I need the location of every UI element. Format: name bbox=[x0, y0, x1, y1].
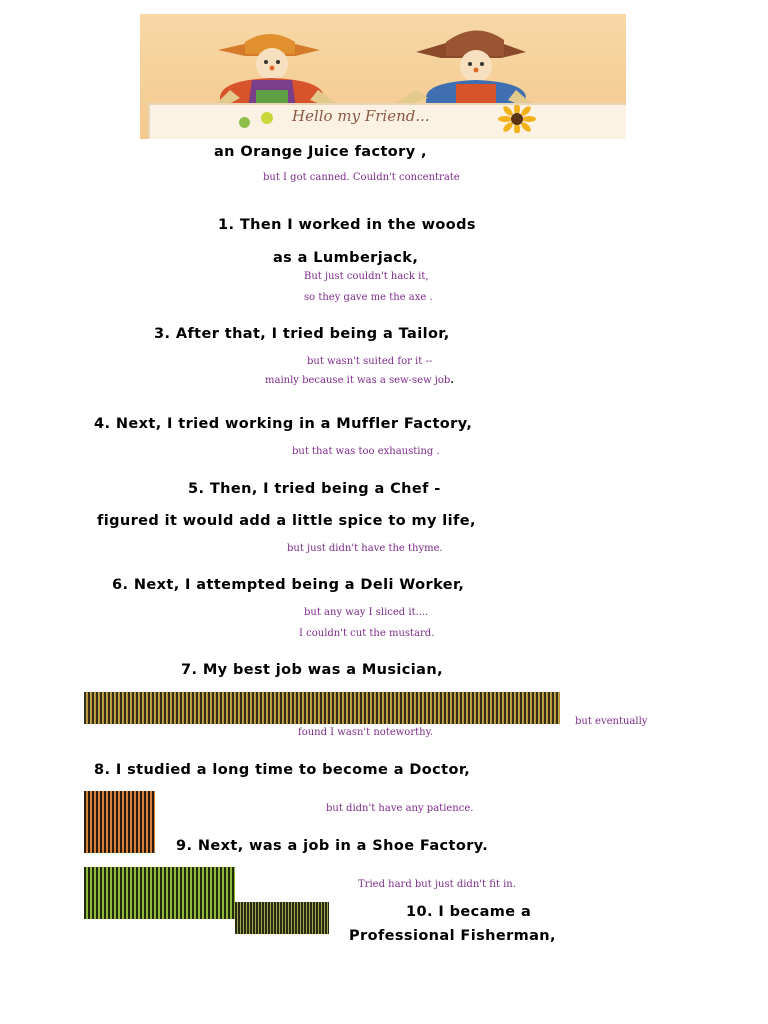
greeting-text: Hello my Friend... bbox=[292, 107, 430, 125]
item-1-subtext-continued: so they gave me the axe . bbox=[304, 292, 433, 303]
item-6-subtext-continued: I couldn't cut the mustard. bbox=[299, 628, 435, 639]
item-4-heading: 4. Next, I tried working in a Muffler Factory, bbox=[94, 416, 473, 432]
intro-subtext: but I got canned. Couldn't concentrate bbox=[263, 172, 460, 183]
item-1-subtext: But just couldn't hack it, bbox=[304, 271, 429, 282]
item-8-subtext: but didn't have any patience. bbox=[326, 803, 474, 814]
sunflower-icon bbox=[497, 105, 537, 133]
item-3-subtext: but wasn't suited for it -- bbox=[307, 356, 433, 367]
item-5-heading-continued: figured it would add a little spice to my life, bbox=[97, 513, 476, 529]
item-1-heading-continued: as a Lumberjack, bbox=[273, 250, 419, 266]
item-7-subtext: but eventually bbox=[575, 716, 648, 727]
item-10-heading: 10. I became a bbox=[406, 904, 532, 920]
item-7-heading: 7. My best job was a Musician, bbox=[181, 662, 443, 678]
item-5-subtext: but just didn't have the thyme. bbox=[287, 543, 443, 554]
decorative-stripe-bar bbox=[84, 692, 560, 724]
item-4-subtext: but that was too exhausting . bbox=[292, 446, 440, 457]
item-3-heading: 3. After that, I tried being a Tailor, bbox=[154, 326, 450, 342]
item-6-heading: 6. Next, I attempted being a Deli Worker, bbox=[112, 577, 465, 593]
flower-button-icon bbox=[261, 112, 273, 124]
flower-button-icon bbox=[239, 117, 250, 128]
decorative-stripe-block bbox=[84, 791, 155, 853]
item-1-heading: 1. Then I worked in the woods bbox=[218, 217, 476, 233]
intro-heading: an Orange Juice factory , bbox=[214, 144, 427, 160]
item-6-subtext: but any way I sliced it.... bbox=[304, 607, 429, 618]
decorative-stripe-block bbox=[235, 902, 329, 934]
decorative-stripe-block bbox=[84, 867, 235, 919]
item-8-heading: 8. I studied a long time to become a Doctor, bbox=[94, 762, 471, 778]
item-3-subtext-continued: mainly because it was a sew-sew job. bbox=[265, 375, 454, 386]
item-9-heading: 9. Next, was a job in a Shoe Factory. bbox=[176, 838, 489, 854]
header-banner bbox=[140, 14, 626, 139]
item-5-heading: 5. Then, I tried being a Chef - bbox=[188, 481, 441, 497]
item-9-subtext: Tried hard but just didn't fit in. bbox=[358, 879, 516, 890]
item-7-subtext-continued: found I wasn't noteworthy. bbox=[298, 727, 434, 738]
item-10-heading-continued: Professional Fisherman, bbox=[349, 928, 556, 944]
